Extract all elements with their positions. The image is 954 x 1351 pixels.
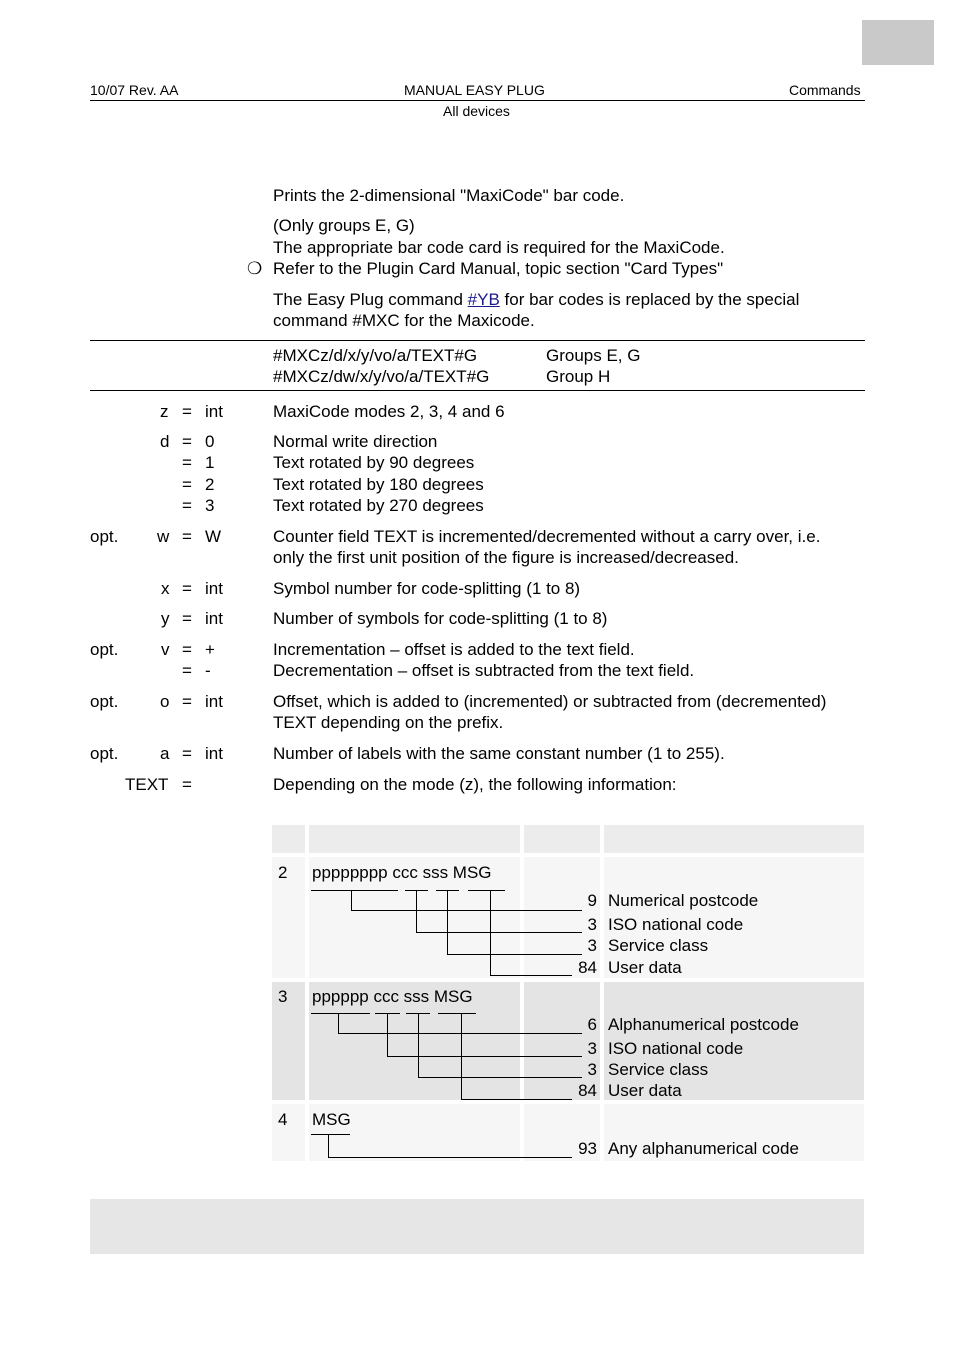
param-v2-eq: = [182,661,192,680]
param-text-name: TEXT [125,775,169,794]
syntax-cmd-eg: #MXCz/d/x/y/vo/a/TEXT#G [273,346,478,365]
mode-3-field-len: 3 [587,1060,597,1079]
param-d-val: 0 [205,432,215,451]
param-z-val: int [205,402,223,421]
param-o-desc1: Offset, which is added to (incremented) or subtracted from (decremented) [273,692,827,711]
header-subtitle: All devices [443,103,510,119]
param-v-name: v [161,640,170,659]
intro-replacement-post: for bar codes is replaced by the special [499,290,800,309]
header-section: Commands [789,82,861,98]
ring-bullet-icon: ❍ [247,259,263,278]
mode-3-field-len: 3 [587,1039,597,1058]
param-x-desc: Symbol number for code-splitting (1 to 8) [273,579,581,598]
param-w-name: w [157,527,170,546]
intro-refer-note: Refer to the Plugin Card Manual, topic section "Card Types" [273,259,724,278]
param-d3-desc: Text rotated by 270 degrees [273,496,484,515]
param-text-desc: Depending on the mode (z), the following information: [273,775,677,794]
param-d2-eq: = [182,475,192,494]
mode-3-field-len: 84 [578,1081,597,1100]
param-x-eq: = [182,579,192,598]
intro-groups-note: (Only groups E, G) [273,216,415,235]
mode-4-pattern: MSG [312,1110,351,1129]
param-v-opt: opt. [90,640,119,659]
param-w-val: W [205,527,222,546]
mode-3-pattern: pppppp ccc sss MSG [312,987,473,1006]
param-d3-val: 3 [205,496,215,515]
mode-3-field-label: Alphanumerical postcode [608,1015,799,1034]
param-o-opt: opt. [90,692,119,711]
param-w-eq: = [182,527,192,546]
mode-2-field-len: 3 [587,936,597,955]
param-y-name: y [161,609,170,628]
intro-replacement-line2: command #MXC for the Maxicode. [273,311,535,330]
param-w-desc2: only the first unit position of the figure is increased/decreased. [273,548,739,567]
mode-3-field-label: ISO national code [608,1039,744,1058]
param-z-name: z [160,402,169,421]
param-x-val: int [205,579,223,598]
syntax-groups-h: Group H [546,367,611,386]
mode-2-field-label: Numerical postcode [608,891,759,910]
mode-3-number: 3 [278,987,288,1006]
param-a-name: a [160,744,170,763]
intro-description: Prints the 2-dimensional "MaxiCode" bar code. [273,186,625,205]
param-v-eq: = [182,640,192,659]
param-d1-desc: Text rotated by 90 degrees [273,453,475,472]
param-text-eq: = [182,775,192,794]
param-y-eq: = [182,609,192,628]
mode-3-field-label: Service class [608,1060,709,1079]
param-y-val: int [205,609,223,628]
mode-2-field-len: 9 [587,891,597,910]
mode-2-pattern: pppppppp ccc sss MSG [312,863,492,882]
param-d-eq: = [182,432,192,451]
mode-2-field-label: Service class [608,936,709,955]
param-a-val: int [205,744,223,763]
intro-replacement-pre: The Easy Plug command [273,290,468,309]
param-z-desc: MaxiCode modes 2, 3, 4 and 6 [273,402,505,421]
param-w-desc1: Counter field TEXT is incremented/decremented without a carry over, i.e. [273,527,821,546]
param-v-desc: Incrementation – offset is added to the text field. [273,640,635,659]
syntax-groups-eg: Groups E, G [546,346,641,365]
param-y-desc: Number of symbols for code-splitting (1 to 8) [273,609,608,628]
param-x-name: x [161,579,170,598]
param-a-eq: = [182,744,192,763]
param-o-desc2: TEXT depending on the prefix. [273,713,504,732]
mode-2-field-label: User data [608,958,682,977]
mode-3-field-len: 6 [587,1015,597,1034]
param-z-eq: = [182,402,192,421]
mode-3-field-label: User data [608,1081,682,1100]
param-d-name: d [160,432,170,451]
param-o-name: o [160,692,170,711]
param-d1-val: 1 [205,453,215,472]
param-v2-val: - [205,661,211,680]
param-o-eq: = [182,692,192,711]
mode-2-number: 2 [278,863,288,882]
param-o-val: int [205,692,223,711]
param-a-opt: opt. [90,744,119,763]
mode-4-field-label: Any alphanumerical code [608,1139,799,1158]
param-v-val: + [205,640,215,659]
footer-note-box [90,1199,864,1254]
mode-2-field-len: 3 [587,915,597,934]
param-v2-desc: Decrementation – offset is subtracted from the text field. [273,661,695,680]
param-d2-desc: Text rotated by 180 degrees [273,475,484,494]
intro-card-required: The appropriate bar code card is required for the MaxiCode. [273,238,725,257]
mode-2-field-len: 84 [578,958,597,977]
yb-command-link[interactable]: #YB [467,290,500,309]
param-d-desc: Normal write direction [273,432,438,451]
param-d2-val: 2 [205,475,215,494]
mode-2-field-label: ISO national code [608,915,744,934]
syntax-cmd-h: #MXCz/dw/x/y/vo/a/TEXT#G [273,367,490,386]
param-w-opt: opt. [90,527,119,546]
mode-4-field-len: 93 [578,1139,597,1158]
mode-4-number: 4 [278,1110,288,1129]
header-title: MANUAL EASY PLUG [404,82,545,98]
header-revision: 10/07 Rev. AA [90,82,179,98]
param-d1-eq: = [182,453,192,472]
param-d3-eq: = [182,496,192,515]
param-a-desc: Number of labels with the same constant number (1 to 255). [273,744,725,763]
